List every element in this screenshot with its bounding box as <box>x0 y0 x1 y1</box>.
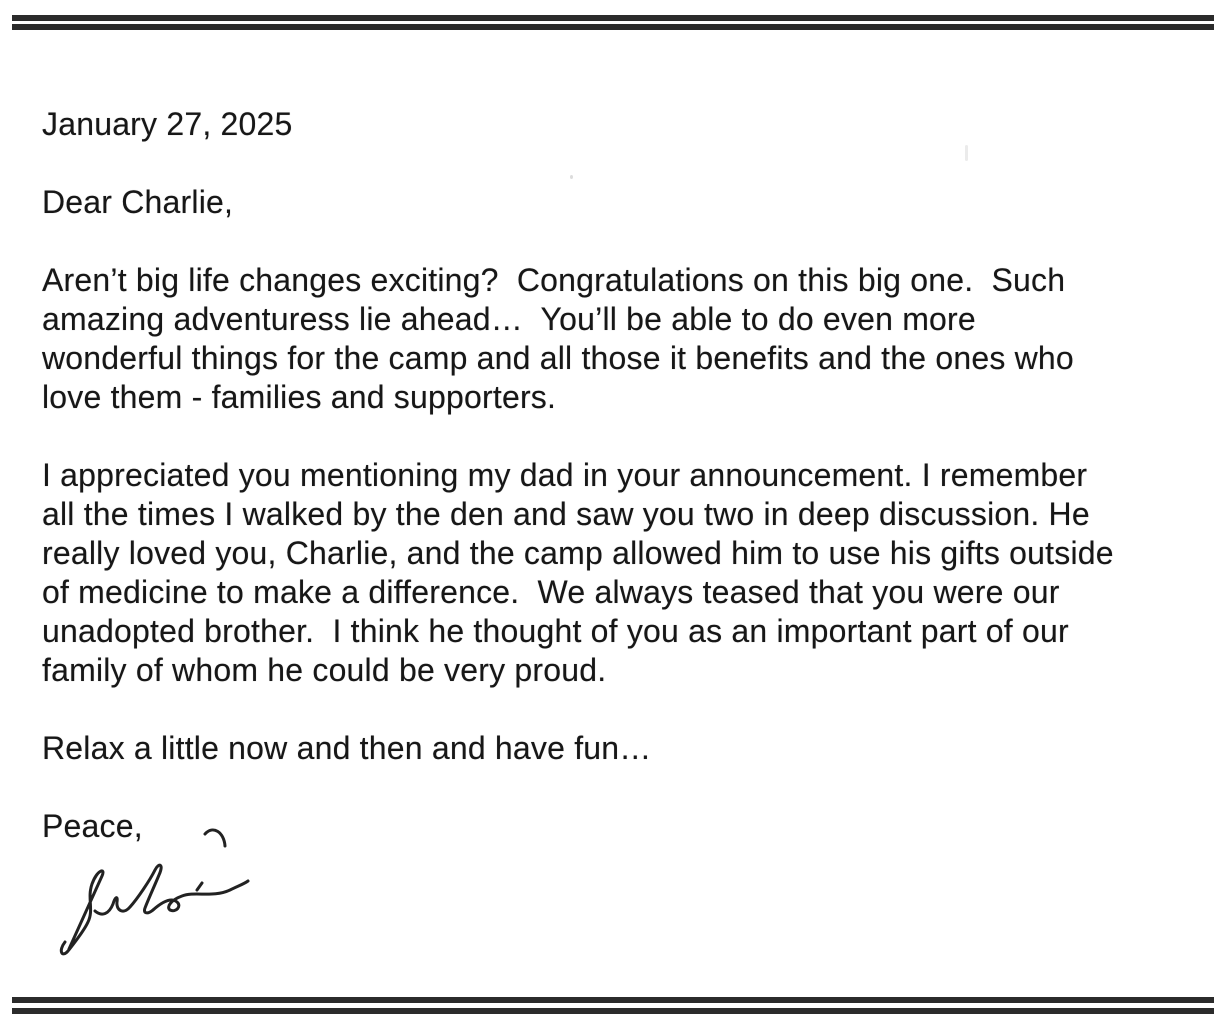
top-border-line-2 <box>12 24 1214 30</box>
text-line: unadopted brother. I think he thought of you as an important part of our <box>42 613 1069 649</box>
handwritten-signature-julie <box>55 818 305 958</box>
letter-content <box>42 105 1212 846</box>
text-line: amazing adventuress lie ahead… You’ll be able to do even more <box>42 301 976 337</box>
letter-date: January 27, 2025 <box>42 106 293 142</box>
closing: Peace, <box>42 808 143 844</box>
text-line: Relax a little now and then and have fun… <box>42 730 652 766</box>
text-line: love them - families and supporters. <box>42 379 557 415</box>
salutation: Dear Charlie, <box>42 184 234 220</box>
text-line: really loved you, Charlie, and the camp allowed him to use his gifts outside <box>42 535 1114 571</box>
top-border-line-1 <box>12 15 1214 21</box>
text-line: of medicine to make a difference. We always teased that you were our <box>42 574 1060 610</box>
text-line: all the times I walked by the den and saw you two in deep discussion. He <box>42 496 1090 532</box>
bottom-border-line-2 <box>12 1008 1214 1014</box>
paragraph <box>42 729 1212 768</box>
text-line: wonderful things for the camp and all those it benefits and the ones who <box>42 340 1074 376</box>
paragraph <box>42 261 1212 417</box>
text-line: family of whom he could be very proud. <box>42 652 607 688</box>
text-line: Aren’t big life changes exciting? Congratulations on this big one. Such <box>42 262 1066 298</box>
letter-body <box>42 261 1212 768</box>
bottom-border-line-1 <box>12 997 1214 1003</box>
scan-artifact <box>965 145 968 161</box>
text-line: I appreciated you mentioning my dad in your announcement. I remember <box>42 457 1088 493</box>
signature-middle-stroke <box>95 865 161 914</box>
paragraph <box>42 456 1212 690</box>
signature-stray-mark <box>205 830 225 846</box>
scan-artifact <box>570 175 573 179</box>
signature-accent-tick <box>197 883 202 890</box>
